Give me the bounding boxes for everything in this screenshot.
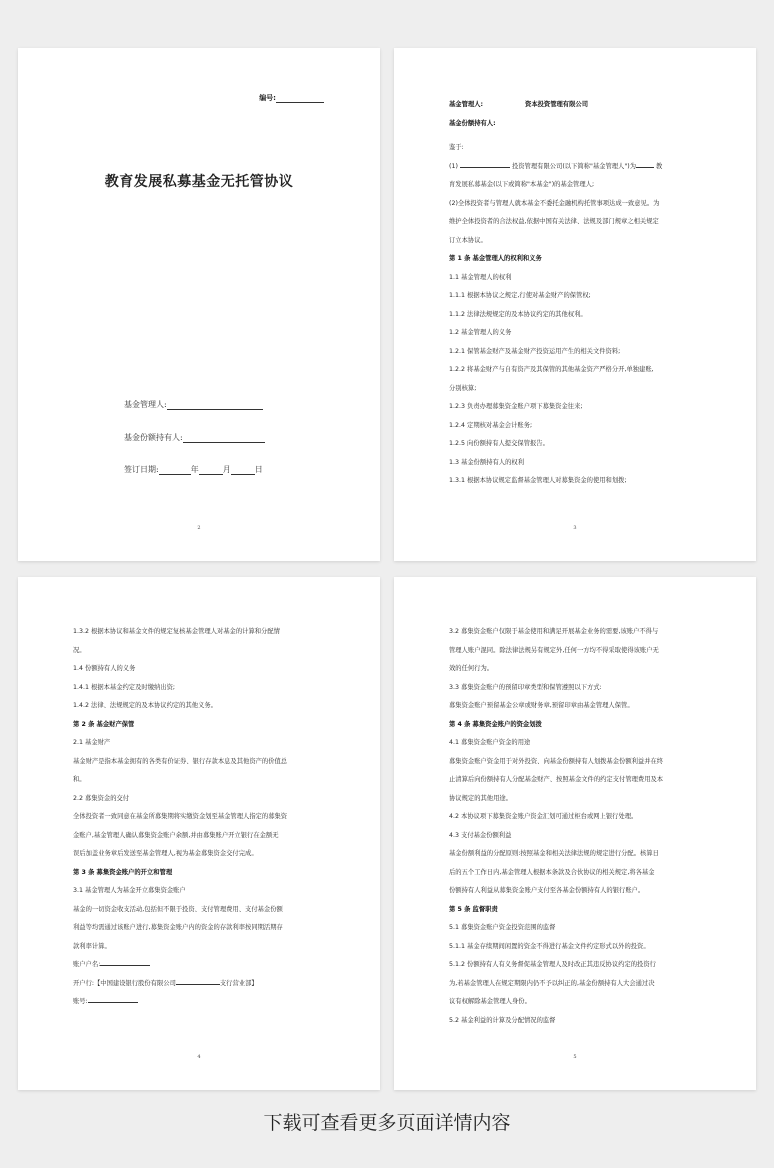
clause-line: 款利率计算。 xyxy=(73,942,111,950)
clause-line: 1.1.1 根据本协议之规定,行使对基金财产的保管权; xyxy=(449,292,591,299)
bank-label: 开户行:【中国建设银行股份有限公司 xyxy=(73,979,176,987)
article-heading: 第 4 条 募集资金账户的资金划拨 xyxy=(449,720,542,728)
header-manager-label: 基金管理人: xyxy=(449,101,484,108)
cover-manager-field xyxy=(124,399,263,410)
cover-holder-field xyxy=(124,432,265,443)
clause-line: 基金财产是指本基金拥有的各类有价证券、银行存款本息及其他资产的价值总 xyxy=(73,757,288,765)
page-3-body xyxy=(449,96,705,491)
paragraph-line: 育发展私募基金(以下或简称"本基金")的基金管理人; xyxy=(449,181,595,188)
clause-line: 1.2.5 向份额持有人提交保管报告。 xyxy=(449,440,549,447)
clause-line: 误后加盖业务章后发送至基金管理人,视为基金募集资金交付完成。 xyxy=(73,850,258,857)
clause-line: 1.4.1 根据本基金约定及时缴纳出资; xyxy=(73,683,176,691)
article-heading: 第 5 条 监督职责 xyxy=(449,905,498,913)
clause-line: 1.3.1 根据本协议规定监督基金管理人对募集资金的使用和划拨; xyxy=(449,477,627,484)
account-number-line xyxy=(73,993,329,1012)
page-number: 3 xyxy=(573,525,577,531)
day-blank xyxy=(231,465,255,475)
clause-line: 1.2.2 将基金财产与自有资产及其保管的其他基金资产严格分开,单独建账, xyxy=(449,366,654,373)
clause-line: 1.4.2 法律、法规规定的及本协议约定的其他义务。 xyxy=(73,702,217,709)
clause-line: 2.1 基金财产 xyxy=(73,739,111,746)
page-4-body xyxy=(73,623,329,1012)
account-name-label: 账户户名: xyxy=(73,961,101,968)
clause-line: 协议规定的其他用途。 xyxy=(449,794,512,802)
article-heading: 第 2 条 基金财产保管 xyxy=(73,720,135,728)
page-5-body xyxy=(449,623,705,1030)
clause-line: 效的任何行为。 xyxy=(449,665,494,672)
clause-line: 和。 xyxy=(73,776,86,783)
page-5 xyxy=(394,577,756,1090)
clause-line: 管理人账户混同。除法律法规另有规定外,任何一方均不得采取使得该账户无 xyxy=(449,646,659,654)
clause-line: 4.3 支付基金份额利益 xyxy=(449,831,512,839)
serial-number-field xyxy=(259,93,324,103)
day-label: 日 xyxy=(254,465,263,474)
page-number: 2 xyxy=(197,525,201,531)
clause-line: 5.2 基金利益的计算及分配情况的监督 xyxy=(449,1016,556,1024)
clause-line: 后的五个工作日内,基金管理人根据本条款及合伙协议的相关规定,将各基金 xyxy=(449,868,655,876)
clause-text: 教 xyxy=(656,162,663,170)
clause-line: 1.1 基金管理人的权利 xyxy=(449,273,512,281)
clause-line: 1.4 份额持有人的义务 xyxy=(73,665,136,672)
paragraph-line xyxy=(449,158,705,177)
clause-line: 1.2.3 负责办理募集资金账户项下募集资金往来; xyxy=(449,403,583,410)
cover-date-label: 签订日期: xyxy=(124,465,159,474)
clause-line: 5.1 募集资金账户资金投资范围的监督 xyxy=(449,924,556,931)
bank-suffix: 支行营业部】 xyxy=(219,979,258,987)
branch-blank xyxy=(176,978,220,985)
page-2-cover xyxy=(18,48,380,561)
whereas-line: 鉴于: xyxy=(449,144,464,151)
clause-line: 1.3 基金份额持有人的权利 xyxy=(449,458,524,466)
clause-line: 况。 xyxy=(73,646,86,654)
paragraph-line: 订立本协议。 xyxy=(449,236,487,244)
header-holder-line: 基金份额持有人: xyxy=(449,119,496,127)
serial-label: 编号: xyxy=(259,94,276,102)
article-heading: 第 3 条 募集资金账户的开立和管理 xyxy=(73,868,173,876)
clause-line: 1.2 基金管理人的义务 xyxy=(449,329,512,336)
clause-line: 分别核算; xyxy=(449,384,477,392)
cover-holder-label: 基金份额持有人: xyxy=(124,433,183,442)
account-name-line xyxy=(73,956,329,975)
paragraph-line: (2)全体投资者与管理人就本基金不委托金融机构托管事项达成一致意见。为 xyxy=(449,199,660,207)
clause-line: 募集资金账户预留基金公章或财务章,预留印章由基金管理人保管。 xyxy=(449,702,634,709)
clause-line: 份额持有人利益从募集资金账户支付至各基金份额持有人的银行账户。 xyxy=(449,887,645,894)
company-blank xyxy=(460,161,510,168)
cover-manager-blank xyxy=(167,400,263,410)
month-blank xyxy=(199,465,223,475)
clause-line: 金账户,基金管理人确认募集资金账户余额,并由募集账户开立银行在金额无 xyxy=(73,831,279,839)
account-name-blank xyxy=(100,959,150,966)
paragraph-line: 维护全体投资者的合法权益,依据中国有关法律、法规及部门规章之相关规定 xyxy=(449,218,659,225)
clause-line: 5.1.1 基金存续期间闲置的资金不得进行基金文件约定形式以外的投资。 xyxy=(449,942,650,950)
clause-line: 5.1.2 份额持有人有义务督促基金管理人及时改正其违反协议约定的投资行 xyxy=(449,961,656,968)
clause-number: (1) xyxy=(449,162,458,170)
page-3 xyxy=(394,48,756,561)
page-4-lines xyxy=(73,623,329,956)
clause-line: 4.1 募集资金账户资金的用途 xyxy=(449,739,531,746)
clause-text: 投资管理有限公司(以下简称"基金管理人")为 xyxy=(511,162,637,170)
clause-line: 基金的一切资金收支活动,包括但不限于投资、支付管理费用、支付基金份额 xyxy=(73,905,283,913)
document-title: 教育发展私募基金无托管协议 xyxy=(104,174,294,190)
clause-line: 1.2.4 定期核对基金会计账务; xyxy=(449,421,533,429)
account-number-label: 账号: xyxy=(73,998,88,1005)
page-number: 4 xyxy=(197,1054,201,1060)
clause-line: 3.1 基金管理人为基金开立募集资金账户 xyxy=(73,887,186,894)
header-manager-line xyxy=(449,96,705,115)
clause-line: 止清算后向份额持有人分配基金财产、按照基金文件的约定支付管理费用及本 xyxy=(449,776,664,783)
year-blank xyxy=(159,465,191,475)
clause-line: 1.1.2 法律法规规定的及本协议约定的其他权利。 xyxy=(449,310,587,318)
article-heading: 第 1 条 基金管理人的权利和义务 xyxy=(449,255,542,262)
clause-line: 利益等均需通过该账户进行,募集资金账户内的资金的存款利率按同期活期存 xyxy=(73,924,283,931)
clause-line: 3.2 募集资金账户仅限于基金使用和满足开展基金业务的需要,该账户不得与 xyxy=(449,628,659,635)
header-manager-value: 资本投资管理有限公司 xyxy=(525,101,588,108)
clause-line: 全体投资者一致同意在基金所募集期将实缴资金划至基金管理人指定的募集资 xyxy=(73,813,288,820)
month-label: 月 xyxy=(222,465,231,474)
clause-line: 募集资金账户资金用于对外投资、向基金份额持有人划拨基金份额利益并在终 xyxy=(449,757,664,765)
clause-line: 1.2.1 保管基金财产及基金财产投资运用产生的相关文件资料; xyxy=(449,347,621,355)
fund-blank xyxy=(636,161,654,168)
clause-line: 3.3 募集资金账户的预留印章类型和保管遵照以下方式: xyxy=(449,683,602,691)
cover-date-field xyxy=(124,464,263,475)
bank-line xyxy=(73,975,329,994)
serial-blank xyxy=(276,94,324,103)
clause-line: 为,若基金管理人在规定期限内仍不予以纠正的,基金份额持有人大会通过决 xyxy=(449,979,655,987)
cover-manager-label: 基金管理人: xyxy=(124,400,167,409)
page-4 xyxy=(18,577,380,1090)
year-label: 年 xyxy=(190,465,199,474)
download-more-caption: 下载可查看更多页面详情内容 xyxy=(263,1112,511,1134)
clause-line: 1.3.2 根据本协议和基金文件的规定复核基金管理人对基金的计算和分配情 xyxy=(73,628,280,635)
page-number: 5 xyxy=(573,1054,577,1060)
page-5-lines xyxy=(449,623,705,1030)
clause-line: 基金份额利益的分配原则:按照基金和相关法律法规的规定进行分配。核算日 xyxy=(449,850,659,857)
clause-line: 4.2 本协议项下募集资金账户资金汇划可通过柜台或网上银行处理。 xyxy=(449,813,638,820)
clause-line: 2.2 募集资金的交付 xyxy=(73,794,130,802)
account-number-blank xyxy=(88,996,138,1003)
clause-line: 议有权解除基金管理人身份。 xyxy=(449,998,531,1005)
cover-holder-blank xyxy=(183,433,265,443)
